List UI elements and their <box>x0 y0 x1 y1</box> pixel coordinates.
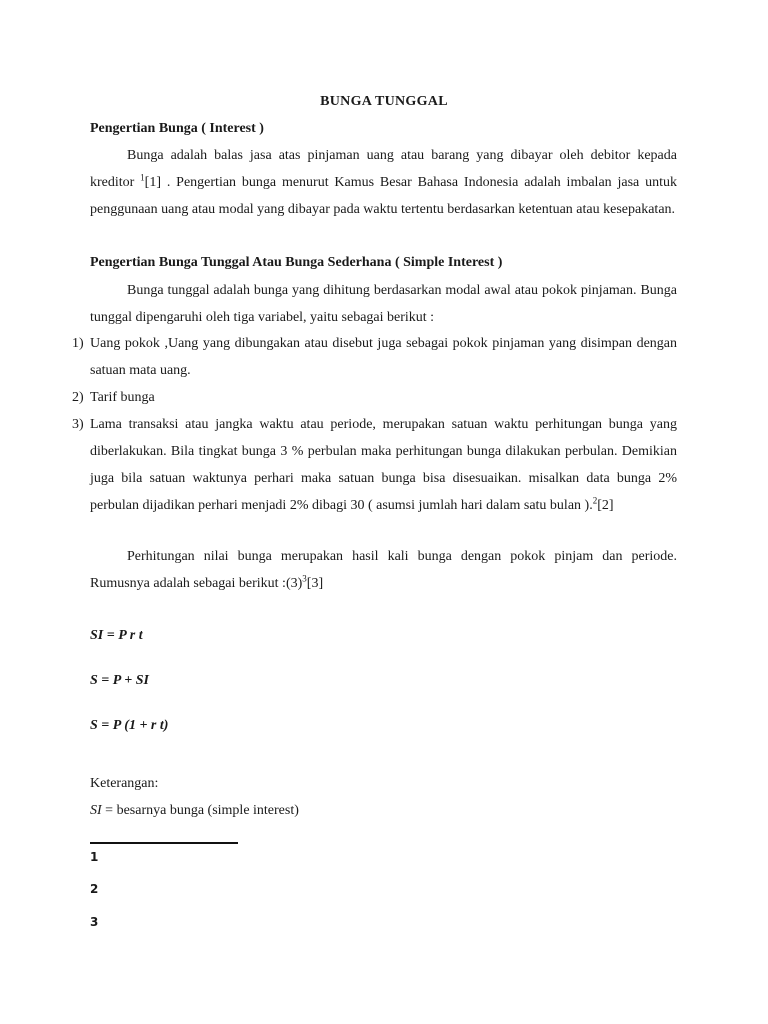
paragraph-definition-text-b: [1] . Pengertian bunga menurut Kamus Besar Bahasa Indonesia adalah imbalan jasa untuk penggunaan uang atau modal yang dibayar pada waktu tertentu berdasarkan ketentuan atau kesepakatan. <box>90 175 677 217</box>
paragraph-calculation <box>90 543 677 597</box>
footnote-separator <box>90 842 238 844</box>
list-item-text: Tarif bunga <box>90 390 155 405</box>
list-item-text: Uang pokok ,Uang yang dibungakan atau disebut juga sebagai pokok pinjaman yang disimpan dengan satuan mata uang. <box>90 336 677 378</box>
list-number: 3) <box>72 417 84 432</box>
formula-total: S = P + SI <box>90 673 150 688</box>
footnote-2: 2 <box>90 882 99 896</box>
footnote-1: 1 <box>90 850 99 864</box>
list-item-text-a: Lama transaksi atau jangka waktu atau periode, merupakan satuan waktu perhitungan bunga yang diberlakukan. Bila tingkat bunga 3 % perbulan maka perhitungan bunga dilakukan perbulan. Demikian juga bila satuan waktunya perhari maka satuan bunga bisa disesuaikan. misalkan data bunga 2% perbulan dijadikan perhari menjadi 2% dibagi 30 ( asumsi jumlah hari dalam satu bulan ). <box>90 417 677 513</box>
document-title: BUNGA TUNGGAL <box>320 94 448 109</box>
keterangan-si <box>90 803 299 819</box>
si-symbol: SI <box>90 803 102 818</box>
list-item-3 <box>72 411 677 519</box>
list-item-2 <box>72 384 677 411</box>
footnote-ref-3[interactable]: 3 <box>302 573 307 584</box>
list-number: 2) <box>72 390 84 405</box>
formula-total-expanded: S = P (1 + r t) <box>90 718 169 733</box>
footnote-ref-1[interactable]: 1 <box>140 172 145 183</box>
paragraph-calculation-text-a: Perhitungan nilai bunga merupakan hasil kali bunga dengan pokok pinjam dan periode. Rumusnya adalah sebagai berikut :(3) <box>90 549 677 591</box>
list-item-1 <box>72 330 677 384</box>
heading-bunga-tunggal: Pengertian Bunga Tunggal Atau Bunga Sederhana ( Simple Interest ) <box>90 255 503 270</box>
paragraph-intro: Bunga tunggal adalah bunga yang dihitung berdasarkan modal awal atau pokok pinjaman. Bunga tunggal dipengaruhi oleh tiga variabel, yaitu sebagai berikut : <box>90 283 677 325</box>
keterangan-label: Keterangan: <box>90 776 159 791</box>
formula-simple-interest: SI = P r t <box>90 628 143 643</box>
list-item-text-b: [2] <box>597 498 614 513</box>
list-item-text <box>72 411 677 519</box>
paragraph-definition <box>90 142 677 223</box>
paragraph-calculation-text-b: [3] <box>306 576 324 591</box>
footnote-3: 3 <box>90 915 99 929</box>
footnote-ref-2[interactable]: 2 <box>592 495 598 506</box>
paragraph-definition-text-a: Bunga adalah balas jasa atas pinjaman uang atau barang yang dibayar oleh debitor kepada kreditor <box>90 148 677 190</box>
heading-pengertian-bunga: Pengertian Bunga ( Interest ) <box>90 121 264 136</box>
si-description: = besarnya bunga (simple interest) <box>101 803 299 818</box>
list-number: 1) <box>72 336 84 351</box>
